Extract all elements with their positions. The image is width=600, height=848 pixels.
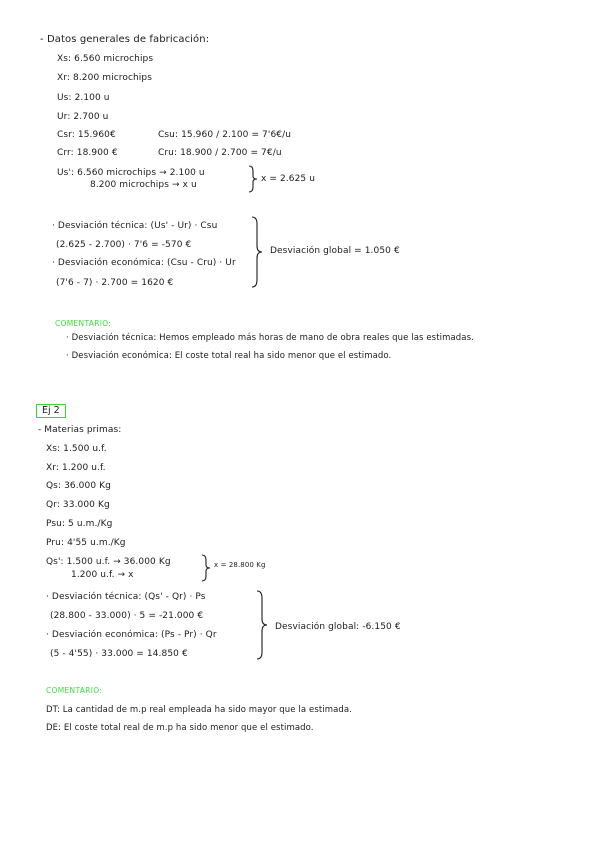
brace-global-1 [250, 216, 264, 288]
psu-line: Psu: 5 u.m./Kg [46, 519, 113, 529]
xs2-line: Xs: 1.500 u.f. [46, 444, 107, 454]
crr-line: Crr: 18.900 € [57, 148, 118, 158]
brace-qs-prime [200, 554, 212, 582]
dt-label-2: · Desviación técnica: (Qs' - Qr) · Ps [46, 592, 206, 602]
pru-line: Pru: 4'55 u.m./Kg [46, 538, 126, 548]
ur-line: Ur: 2.700 u [57, 112, 109, 122]
de-calc-1: (7'6 - 7) · 2.700 = 1620 € [56, 278, 174, 288]
comment-2-2: DE: El coste total real de m.p ha sido menor que el estimado. [46, 723, 314, 733]
us-prime-line-2: 8.200 microchips → x u [90, 180, 197, 190]
comment-1-2: · Desviación económica: El coste total real ha sido menor que el estimado. [66, 351, 392, 361]
dt-calc-1: (2.625 - 2.700) · 7'6 = -570 € [56, 240, 192, 250]
de-label-1: · Desviación económica: (Csu - Cru) · Ur [52, 258, 236, 268]
section1-heading: - Datos generales de fabricación: [40, 34, 210, 45]
us-prime-result: x = 2.625 u [261, 174, 316, 184]
qs-prime-result: x = 28.800 Kg [214, 561, 266, 569]
xr-line: Xr: 8.200 microchips [57, 73, 153, 83]
comment-title-2: COMENTARIO: [46, 686, 103, 695]
de-label-2: · Desviación económica: (Ps - Pr) · Qr [46, 630, 217, 640]
global-2: Desviación global: -6.150 € [275, 622, 401, 632]
comment-1-1: · Desviación técnica: Hemos empleado más horas de mano de obra reales que las estimadas. [66, 333, 474, 343]
dt-label-1: · Desviación técnica: (Us' - Ur) · Csu [52, 221, 218, 231]
qr-line: Qr: 33.000 Kg [46, 500, 110, 510]
exercise-tag: Ej 2 [36, 404, 66, 418]
global-1: Desviación global = 1.050 € [270, 246, 400, 256]
csr-line: Csr: 15.960€ [57, 130, 116, 140]
xs-line: Xs: 6.560 microchips [57, 54, 154, 64]
us-prime-line-1: Us': 6.560 microchips → 2.100 u [57, 168, 205, 178]
de-calc-2: (5 - 4'55) · 33.000 = 14.850 € [50, 649, 188, 659]
brace-us-prime [247, 165, 259, 193]
dt-calc-2: (28.800 - 33.000) · 5 = -21.000 € [50, 611, 204, 621]
qs-prime-line-1: Qs': 1.500 u.f. → 36.000 Kg [46, 557, 171, 567]
xr2-line: Xr: 1.200 u.f. [46, 463, 106, 473]
comment-2-1: DT: La cantidad de m.p real empleada ha sido mayor que la estimada. [46, 705, 353, 715]
cru-line: Cru: 18.900 / 2.700 = 7€/u [158, 148, 282, 158]
section2-heading: - Materias primas: [38, 425, 122, 435]
csu-line: Csu: 15.960 / 2.100 = 7'6€/u [158, 130, 292, 140]
brace-global-2 [255, 590, 269, 660]
qs-line: Qs: 36.000 Kg [46, 481, 111, 491]
comment-title-1: COMENTARIO: [55, 319, 112, 328]
qs-prime-line-2: 1.200 u.f. → x [71, 570, 134, 580]
us-line: Us: 2.100 u [57, 93, 110, 103]
